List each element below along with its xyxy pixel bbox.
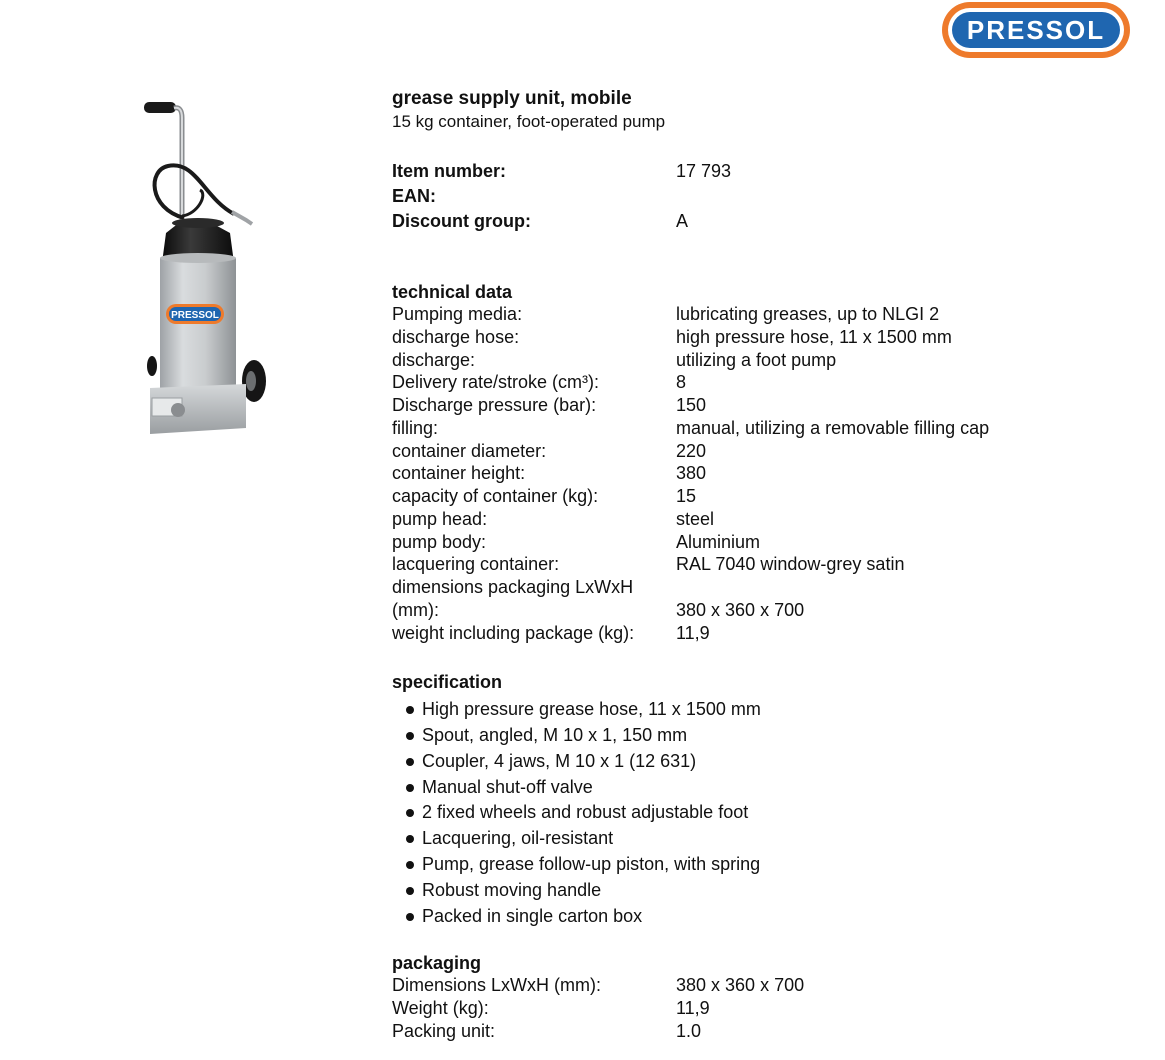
tech-row <box>392 303 1132 326</box>
tech-label: (mm): <box>392 599 439 620</box>
spec-text: 2 fixed wheels and robust adjustable foot <box>422 802 749 823</box>
identifier-value: A <box>676 211 689 231</box>
spec-text: Pump, grease follow-up piston, with spring <box>422 854 761 875</box>
identifier-label: Discount group: <box>392 211 531 231</box>
product-title: grease supply unit, mobile <box>392 88 632 109</box>
spec-text: Lacquering, oil-resistant <box>422 828 614 849</box>
specification-section <box>392 671 1132 929</box>
spec-text: Manual shut-off valve <box>422 776 593 797</box>
tech-label: lacquering container: <box>392 554 560 575</box>
packaging-section <box>392 952 1132 1042</box>
product-subtitle: 15 kg container, foot-operated pump <box>392 112 666 131</box>
svg-text:PRESSOL: PRESSOL <box>171 310 219 321</box>
packaging-row <box>392 1020 1132 1043</box>
tech-label: weight including package (kg): <box>392 622 635 643</box>
product-datasheet <box>392 87 1132 1043</box>
tech-value: 8 <box>676 372 687 393</box>
packaging-label: Dimensions LxWxH (mm): <box>392 975 602 996</box>
packaging-value: 11,9 <box>676 998 710 1019</box>
tech-value: manual, utilizing a removable filling cap <box>676 417 990 438</box>
tech-row <box>392 462 1132 485</box>
spec-text: High pressure grease hose, 11 x 1500 mm <box>422 699 761 720</box>
tech-label: filling: <box>392 417 439 438</box>
identifier-value <box>676 184 1132 209</box>
packaging-row <box>392 974 1132 997</box>
identifier-label: EAN: <box>392 186 436 206</box>
bullet-icon <box>406 758 414 766</box>
list-item <box>392 775 1132 801</box>
tech-value: 380 <box>676 463 707 484</box>
bullet-icon <box>406 706 414 714</box>
tech-label: container height: <box>392 463 526 484</box>
tech-row <box>392 349 1132 372</box>
tech-label: container diameter: <box>392 440 547 461</box>
list-item <box>392 852 1132 878</box>
identifier-row <box>392 184 1132 209</box>
pressol-logo <box>941 1 1131 59</box>
tech-value: Aluminium <box>676 531 761 552</box>
packaging-value: 1.0 <box>676 1020 702 1041</box>
bullet-icon <box>406 887 414 895</box>
tech-row <box>392 622 1132 645</box>
tech-label: Delivery rate/stroke (cm³): <box>392 372 600 393</box>
list-item <box>392 904 1132 930</box>
tech-value: high pressure hose, 11 x 1500 mm <box>676 326 952 347</box>
tech-value: steel <box>676 508 715 529</box>
tech-value: 11,9 <box>676 622 710 643</box>
tech-row <box>392 417 1132 440</box>
tech-row <box>392 440 1132 463</box>
list-item <box>392 800 1132 826</box>
tech-value: RAL 7040 window-grey satin <box>676 554 905 575</box>
tech-value: 220 <box>676 440 707 461</box>
tech-label: Pumping media: <box>392 304 523 324</box>
identifier-label: Item number: <box>392 161 507 181</box>
spec-text: Robust moving handle <box>422 879 602 900</box>
bullet-icon <box>406 809 414 817</box>
tech-label: pump body: <box>392 531 487 552</box>
identifiers-table <box>392 159 1132 234</box>
tech-label: capacity of container (kg): <box>392 486 599 506</box>
tech-value <box>676 576 1132 599</box>
tech-row <box>392 326 1132 349</box>
bullet-icon <box>406 835 414 843</box>
tech-row <box>392 553 1132 576</box>
spec-text: Packed in single carton box <box>422 905 643 926</box>
packaging-value: 380 x 360 x 700 <box>676 975 805 996</box>
tech-value: lubricating greases, up to NLGI 2 <box>676 304 940 324</box>
bullet-icon <box>406 784 414 792</box>
tech-value: 150 <box>676 395 707 415</box>
tech-row <box>392 394 1132 417</box>
tech-label: pump head: <box>392 508 488 529</box>
bullet-icon <box>406 861 414 869</box>
identifier-value: 17 793 <box>676 161 732 181</box>
grease-pump-image <box>138 98 270 438</box>
list-item <box>392 723 1132 749</box>
specification-list <box>392 697 1132 929</box>
spec-text: Coupler, 4 jaws, M 10 x 1 (12 631) <box>422 750 697 771</box>
tech-value: 380 x 360 x 700 <box>676 599 805 620</box>
packaging-heading: packaging <box>392 953 482 974</box>
list-item <box>392 749 1132 775</box>
list-item <box>392 878 1132 904</box>
tech-row <box>392 508 1132 531</box>
logo-text: PRESSOL <box>966 15 1106 45</box>
spec-text: Spout, angled, M 10 x 1, 150 mm <box>422 725 688 746</box>
tech-label: dimensions packaging LxWxH <box>392 577 634 597</box>
packaging-label: Weight (kg): <box>392 998 489 1019</box>
tech-value: utilizing a foot pump <box>676 349 837 370</box>
identifier-row <box>392 159 1132 184</box>
tech-label: discharge hose: <box>392 326 520 347</box>
tech-label: discharge: <box>392 349 476 370</box>
packaging-row <box>392 997 1132 1020</box>
technical-data-section <box>392 281 1132 644</box>
tech-row <box>392 599 1132 622</box>
tech-row <box>392 485 1132 508</box>
bullet-icon <box>406 913 414 921</box>
list-item <box>392 826 1132 852</box>
packaging-label: Packing unit: <box>392 1020 496 1041</box>
bullet-icon <box>406 732 414 740</box>
list-item <box>392 697 1132 723</box>
identifier-row <box>392 209 1132 234</box>
tech-row <box>392 576 1132 599</box>
technical-data-heading: technical data <box>392 282 513 302</box>
tech-row <box>392 371 1132 394</box>
specification-heading: specification <box>392 672 503 693</box>
tech-label: Discharge pressure (bar): <box>392 395 597 415</box>
tech-value: 15 <box>676 486 697 506</box>
tech-row <box>392 531 1132 554</box>
